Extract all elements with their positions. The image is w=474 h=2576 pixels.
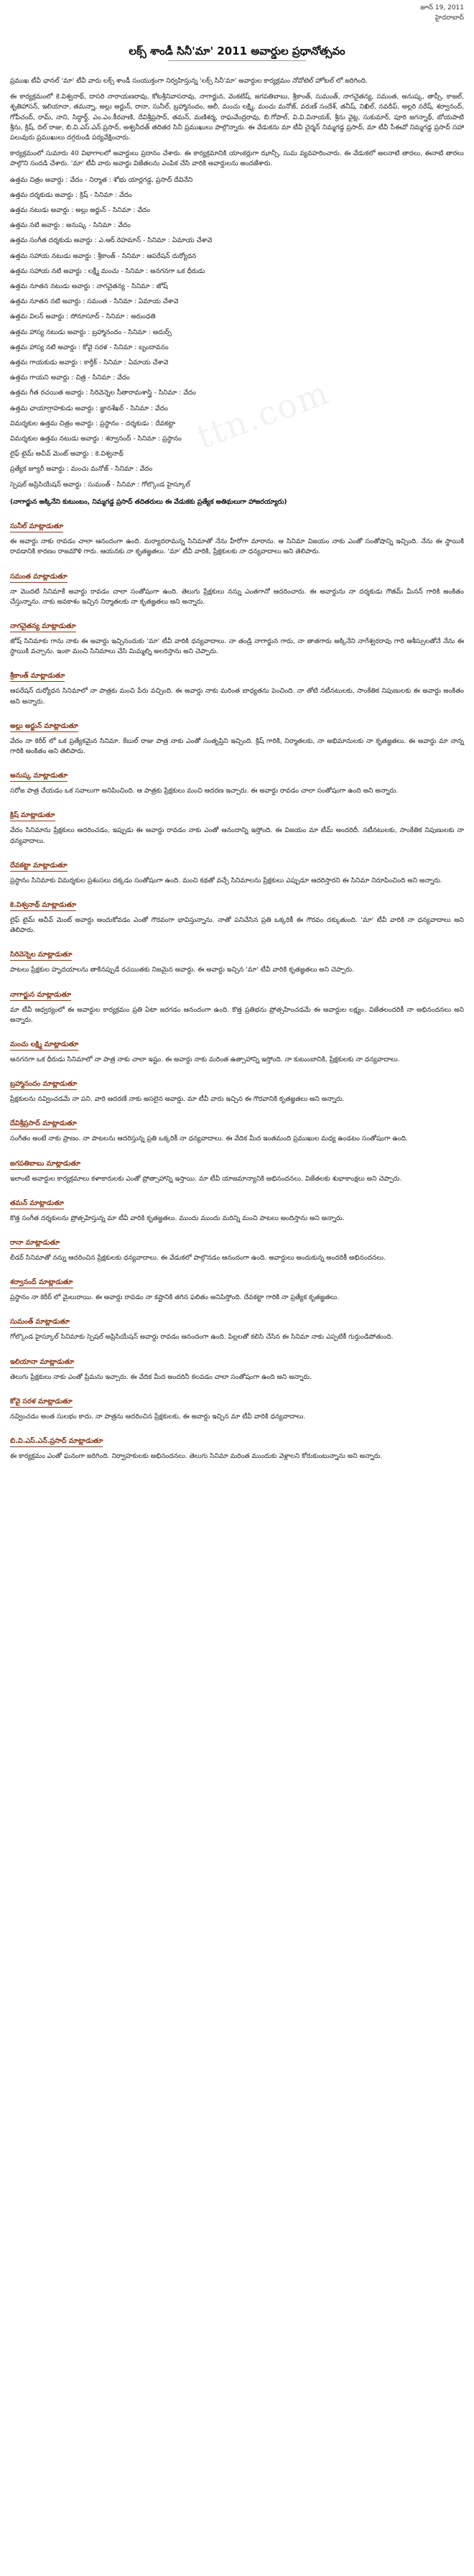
speech-section [10, 1035, 464, 1065]
award-item [10, 464, 464, 474]
date: జూన్ 19, 2011 [420, 4, 464, 11]
award-winner: నాగచైతన్య - సినిమా : జోష్ [96, 282, 168, 291]
intro-paragraph: ఈ కార్యక్రమంలో కె.విశ్వనాథ్, దాసరి నారాయణరావు, కోటశ్రీనివాసరావు, నాగార్జున, వెంకటేష్, జగపతిబాబు, శ్రీకాంత్, సుమంత్, నాగచైతన్య, సమంత, అనుష్క, తాప్సీ, కాజల్, శృతిహాసన్, ఇలియానా, తమన్నా, అల్లు అర్జున్, రానా, సునీల్, బ్రహ్మానందం, ఆలీ, మంచు లక్ష్మి, మంచు మనోజ్, వరుణ్ సందేశ్, తనీష్, నిఖిల్, నవదీప్, అల్లరి నరేష్, శర్వానంద్, గోపీచంద్, రామ్, నాని, సిద్ధార్థ్, ఎం.ఎం.కీరవాణి, దేవిశ్రీప్రసాద్, తమన్, మణిశర్మ, రాఘవేంద్రరావు, బి.గోపాల్, వి.వి.వినాయక్, శ్రీను వైట్ల, సుకుమార్, పూరి జగన్నాథ్, బోయపాటి శ్రీను, క్రిష్, దిల్ రాజు, బి.వి.ఎస్.ఎన్.ప్రసాద్, అశ్వనీదత్ తదితర సినీ ప్రముఖులు పాల్గొన్నారు. ఈ వేడుకను మా టీవీ చైర్మన్ నిమ్మగడ్డ ప్రసాద్, మా టీవీ సీఈవో నిమ్మగడ్డ ప్రసాద్ సహా పలువురు ప్రముఖులు దగ్గరుండి పర్యవేక్షించారు. [10, 93, 464, 142]
award-category: ఉత్తమ గాయని అవార్డు [10, 374, 70, 382]
award-category: ఉత్తమ నటి అవార్డు [10, 221, 60, 230]
notice: (నాగార్జున అక్కినేని కుటుంబం, నిమ్మగడ్డ ప్రసాద్ తదితరులు ఈ వేడుకకు ప్రత్యేక అతిథులుగా హాజరయ్యారు) [10, 497, 287, 506]
award-item [10, 221, 464, 231]
award-category: స్పెషల్ అప్రిసియేషన్ అవార్డు [10, 480, 82, 489]
award-category: ఉత్తమ హాస్య నటుడు అవార్డు [10, 328, 86, 336]
award-category: ఉత్తమ విలన్ అవార్డు [10, 313, 65, 321]
award-winner: కె.విశ్వనాథ్ [95, 450, 124, 458]
intro-paragraph: ప్రముఖ టీవీ ఛానల్ 'మా' టీవీ వారు లక్స్ శాండీ సంయుక్తంగా నిర్వహిస్తున్న 'లక్స్ సినీ'మా' అవార్డుల కార్యక్రమం నోవోటెల్ హోటల్ లో జరిగింది. [10, 77, 368, 85]
headline: లక్స్ శాండీ సినీ'మా' 2011 అవార్డుల ప్రధానోత్సవం [129, 45, 345, 57]
award-category: ఉత్తమ సహాయ నటుడు అవార్డు [10, 251, 92, 260]
award-winner: సిరివెన్నెల సీతారామశాస్త్రి - సినిమా : వేదం [90, 389, 196, 397]
award-item [10, 449, 464, 459]
intro [10, 76, 464, 170]
speech-section [10, 568, 464, 607]
section-heading: శ్రీకాంత్ మాట్లాడుతూ [10, 671, 65, 682]
award-item [10, 206, 464, 216]
award-winner: చిత్ర - సినిమా : వేదం [75, 374, 130, 382]
award-winner: మంచు మనోజ్ - సినిమా : వేదం [70, 465, 153, 474]
section-heading: శర్వానంద్ మాట్లాడుతూ [10, 1278, 73, 1288]
award-item [10, 419, 464, 429]
award-category: ఉత్తమ చిత్రం అవార్డు [10, 175, 64, 184]
award-separator: : [93, 419, 100, 428]
award-winner: సుమంత్ - సినిమా : గోల్కొండ హైస్కూల్ [88, 480, 190, 489]
award-category: ఉత్తమ హాస్య నటి అవార్డు [10, 343, 77, 351]
award-winner: శర్వానంద్ - సినిమా : ప్రస్థానం [105, 435, 182, 443]
award-separator: : [69, 206, 76, 215]
section-text: అనగనగా ఒక ధీరుడు సినిమాలో నా పాత్ర నాకు చాలా ఇష్టం. ఈ అవార్డు నాకు మరింత ఉత్సాహాన్ని ఇస్తోంది. నా కుటుంబానికి, ప్రేక్షకులకు నా ధన్యవాదాలు. [10, 1055, 400, 1063]
section-text: ఆపరేషన్ దుర్యోధన సినిమాలో నా పాత్రకు మంచి పేరు వచ్చింది. ఈ అవార్డు నాకు మరింత బాధ్యతను పెంచింది. నా తోటి నటీనటులకు, సాంకేతిక నిపుణులకు ఈ అవార్డు అంకితం అని అన్నారు. [10, 687, 464, 706]
speech-section [10, 1075, 464, 1104]
section-text: లైఫ్ టైమ్ అచీవ్ మెంట్ అవార్డు అందుకోవడం ఎంతో గౌరవంగా భావిస్తున్నాను. నాతో పనిచేసిన ప్రతి ఒక్కరికీ ఈ గౌరవం దక్కుతుంది. 'మా' టీవీ వారికి నా ధన్యవాదాలు అని తెలిపారు. [10, 915, 464, 935]
speech-sections [10, 517, 464, 1462]
section-heading: క్రిష్ మాట్లాడుతూ [10, 811, 55, 821]
award-item [10, 312, 464, 322]
section-text: తెలుగు ప్రేక్షకులు నాకు ఎంతో ప్రేమను ఇచ్చారు. ఈ వేదిక మీద అందరినీ కలవడం చాలా సంతోషంగా ఉంది అని అన్నారు. [10, 1372, 312, 1381]
award-separator: : [64, 465, 71, 474]
award-separator: : [77, 359, 84, 367]
award-separator: : [98, 435, 106, 443]
award-separator: : [85, 328, 93, 336]
award-category: విమర్శకుల ఉత్తమ చిత్రం అవార్డు [10, 419, 94, 428]
award-winner: శ్రీకాంత్ - సినిమా : ఆపరేషన్ దుర్యోధన [97, 251, 197, 260]
award-winner: జ్ఞానశేఖర్ - సినిమా : వేదం [100, 404, 168, 412]
section-heading: బి.వి.ఎస్.ఎన్.ప్రసాద్ మాట్లాడుతూ [10, 1436, 103, 1447]
section-text: నవ్వించడం అంత సులభం కాదు. నా పాత్రను ఆదరించిన ప్రేక్షకులకు, ఈ అవార్డు ఇచ్చిన మా టీవీ వారికి ధన్యవాదాలు. [10, 1412, 306, 1421]
city: హైదరాబాద్ [434, 14, 464, 22]
headline-rule [168, 60, 306, 61]
section-text: ఈ అవార్డు నాకు రావడం చాలా ఆనందంగా ఉంది. మర్యాదరామన్న సినిమాతో నేను హీరోగా మారాను. ఆ సినిమా విజయం నాకు ఎంతో సంతోషాన్ని ఇచ్చింది. నేను ఈ స్థాయికి రావడానికి కారణం రాజమౌళి గారు. ఆయనకు నా కృతజ్ఞతలు. 'మా' టీవీ వారికి, ప్రేక్షకులకు నా ధన్యవాదాలు అని తెలిపారు. [10, 537, 464, 556]
section-text: కొత్త సంగీత దర్శకులను ప్రోత్సహిస్తున్న మా టీవీ వారికి కృతజ్ఞతలు. ముందు ముందు మరిన్ని మంచి పాటలు అందిస్తాను అని అన్నారు. [10, 1214, 345, 1222]
award-separator: : [73, 190, 80, 199]
award-separator: : [63, 175, 70, 184]
award-winner: వేదం - నిర్మాత : శోభు యార్లగడ్డ, ప్రసాద్ దేవినేని [70, 175, 193, 184]
section-heading: అల్లు అర్జున్ మాట్లాడుతూ [10, 721, 78, 732]
award-category: ఉత్తమ ఛాయాగ్రాహకుడు అవార్డు [10, 404, 94, 412]
award-item [10, 343, 464, 353]
speech-section [10, 946, 464, 975]
speech-section [10, 617, 464, 657]
award-item [10, 251, 464, 262]
award-category: ఉత్తమ దర్శకుడు అవార్డు [10, 190, 73, 199]
award-separator: : [81, 267, 88, 275]
award-separator: : [88, 450, 96, 458]
award-category: ఉత్తమ నూతన నటుడు అవార్డు [10, 282, 90, 291]
award-category: లైఫ్ టైమ్ అచీవ్ మెంట్ అవార్డు [10, 450, 89, 458]
speech-section [10, 1114, 464, 1144]
speech-section [10, 1273, 464, 1303]
speech-section [10, 717, 464, 757]
speech-section [10, 1353, 464, 1382]
section-text: వేదం నా కెరీర్ లో ఒక ప్రత్యేకమైన సినిమా. కేబుల్ రాజు పాత్ర నాకు ఎంతో సంతృప్తిని ఇచ్చింది. క్రిష్ గారికి, నిర్మాతలకు, నా అభిమానులకు నా కృతజ్ఞతలు. ఈ అవార్డు మా నాన్న గారికి అంకితం అని తెలిపారు. [10, 737, 464, 755]
award-list [10, 175, 464, 490]
award-separator: : [60, 221, 67, 230]
award-category: ప్రత్యేక జ్యూరీ అవార్డు [10, 465, 65, 474]
award-item [10, 282, 464, 292]
speech-section [10, 767, 464, 796]
award-item [10, 480, 464, 490]
award-category: ఉత్తమ సహాయ నటి అవార్డు [10, 267, 82, 275]
speech-section [10, 517, 464, 557]
award-separator: : [64, 313, 71, 321]
section-heading: దేవకట్టా మాట్లాడుతూ [10, 861, 68, 872]
section-text: వేదం సినిమాను ప్రేక్షకులు ఆదరించడం, ఇప్పుడు ఈ అవార్డు రావడం నాకు ఎంతో ఆనందాన్ని ఇస్తోంది. ఈ విజయం మా టీమ్ అందరిదీ. నటీనటులకు, సాంకేతిక నిపుణులకు నా ధన్యవాదాలు. [10, 826, 464, 845]
award-winner: లక్ష్మీ మంచు - సినిమా : అనగనగా ఒక ధీరుడు [88, 267, 205, 275]
award-category: ఉత్తమ సంగీత దర్శకుడు అవార్డు [10, 236, 93, 245]
section-heading: నాగార్జున మాట్లాడుతూ [10, 990, 71, 1001]
section-heading: అనుష్క మాట్లాడుతూ [10, 771, 68, 782]
section-text: ప్రస్థానం సినిమాకు విమర్శకుల ప్రశంసలు దక్కడం సంతోషంగా ఉంది. మంచి కథతో వచ్చే సినిమాలను ప్రేక్షకులు ఎప్పుడూ ఆదరిస్తారని ఈ సినిమా నిరూపించింది అని అన్నారు. [10, 876, 442, 885]
award-category: విమర్శకుల ఉత్తమ నటుడు అవార్డు [10, 435, 99, 443]
award-separator: : [90, 282, 97, 291]
speech-section [10, 1313, 464, 1342]
section-text: జోష్ సినిమాకు గాను నాకు ఈ అవార్డు ఇచ్చినందుకు 'మా' టీవీ వారికి ధన్యవాదాలు. నా తండ్రి నాగార్జున గారు, నా తాతగారు అక్కినేని నాగేశ్వరరావు గారి ఆశీస్సులతోనే నేను ఈ స్థాయికి వచ్చాను. ఇంకా మంచి సినిమాలు చేసి మిమ్మల్ని అలరిస్తాను అని చెప్పారు. [10, 637, 464, 656]
speech-section [10, 806, 464, 846]
section-heading: ఇలియానా మాట్లాడుతూ [10, 1357, 74, 1368]
speech-section [10, 896, 464, 936]
award-winner: అల్లు అర్జున్ - సినిమా : వేదం [75, 206, 151, 215]
section-heading: సునీల్ మాట్లాడుతూ [10, 522, 63, 532]
award-item [10, 358, 464, 368]
speech-section [10, 986, 464, 1025]
dateline [420, 3, 464, 23]
section-text: నా మొదటి సినిమాకే అవార్డు రావడం చాలా సంతోషంగా ఉంది. తెలుగు ప్రేక్షకులు నన్ను ఎంతగానో ఆదరించారు. ఈ అవార్డును నా దర్శకుడు గౌతమ్ మీనన్ గారికి అంకితం చేస్తున్నాను. నాకు అవకాశం ఇచ్చిన నిర్మాతలకు నా కృతజ్ఞతలు అని అన్నారు. [10, 587, 464, 606]
award-separator: : [83, 389, 90, 397]
award-item [10, 404, 464, 414]
award-item [10, 267, 464, 277]
award-separator: : [93, 404, 101, 412]
award-item [10, 328, 464, 338]
intro-paragraph: కార్యక్రమంలో సుమారు 40 విభాగాలలో అవార్డులు ప్రదానం చేశారు. ఈ కార్యక్రమానికి యాంకర్లుగా ఝాన్సీ, సుమ వ్యవహరించారు. ఈ వేడుకలో అలనాటి తారలు, ఈనాటి తారలు పాల్గొని సందడి చేశారు. 'మా' టీవీ వారు అవార్డు విజేతలను ఎంపిక చేసి వారికి అవార్డులను అందజేశారు. [10, 149, 464, 168]
section-text: గోల్కొండ హైస్కూల్ సినిమాకు స్పెషల్ అప్రిసియేషన్ అవార్డు రావడం ఆనందంగా ఉంది. పిల్లలతో కలిసి చేసిన ఈ సినిమా నాకు ఎప్పటికీ గుర్తుండిపోతుంది. [10, 1333, 394, 1342]
section-text: మా టీవీ ఆధ్వర్యంలో ఈ అవార్డుల కార్యక్రమం ప్రతి ఏటా జరగడం ఆనందంగా ఉంది. కొత్త ప్రతిభను ప్రోత్సహించడమే ఈ అవార్డుల లక్ష్యం. విజేతలందరికీ నా అభినందనలు అని అన్నారు. [10, 1005, 464, 1024]
speech-section [10, 857, 464, 886]
award-separator: : [81, 480, 88, 489]
award-item [10, 388, 464, 398]
speech-section [10, 1234, 464, 1263]
section-heading: సిరివెన్నెల మాట్లాడుతూ [10, 950, 72, 961]
speech-section [10, 1194, 464, 1224]
award-winner: అనుష్క - సినిమా : వేదం [66, 221, 131, 230]
award-category: ఉత్తమ గీత రచయిత అవార్డు [10, 389, 84, 397]
section-heading: కె.విశ్వనాథ్ మాట్లాడుతూ [10, 900, 76, 911]
section-text: సరోజ పాత్ర చేయడం ఒక సవాలుగా అనిపించింది. ఆ పాత్రకు ప్రేక్షకులు మంచి ఆదరణ ఇచ్చారు. ఈ అవార్డు రావడం చాలా సంతోషంగా ఉంది అని అన్నారు. [10, 787, 399, 795]
award-winner: కార్తీక్ - సినిమా : ఏమాయ చేశావె [83, 359, 169, 367]
section-heading: మంచు లక్ష్మి మాట్లాడుతూ [10, 1040, 78, 1051]
award-separator: : [69, 374, 76, 382]
speech-section [10, 1393, 464, 1422]
section-text: పాటలు ప్రేక్షకుల హృదయాలను తాకినప్పుడే రచయితకు నిజమైన అవార్డు. ఈ అవార్డు ఇచ్చిన 'మా' టీవీ వారికి కృతజ్ఞతలు అని చెప్పారు. [10, 966, 354, 974]
section-text: సంగీతం అంటే నాకు ప్రాణం. నా పాటలను ఆదరిస్తున్న ప్రతి ఒక్కరికీ నా ధన్యవాదాలు. ఈ వేదిక మీద ఇంతమంది ప్రముఖుల మధ్య ఉండటం సంతోషంగా ఉంది. [10, 1135, 408, 1143]
award-separator: : [76, 343, 83, 351]
section-heading: సమంత మాట్లాడుతూ [10, 572, 68, 583]
section-text: ప్రేక్షకులను నవ్వించడమే నా పని. వారి ఆదరణే నాకు అసలైన అవార్డు. మా టీవీ వారు ఇచ్చిన ఈ గౌరవానికి కృతజ్ఞతలు అని అన్నారు. [10, 1095, 345, 1104]
award-separator: : [92, 236, 99, 245]
award-winner: సమంత - సినిమా : ఏమాయ చేశావె [87, 297, 179, 306]
award-category: ఉత్తమ గాయకుడు అవార్డు [10, 359, 78, 367]
award-item [10, 373, 464, 383]
section-heading: తమన్ మాట్లాడుతూ [10, 1199, 64, 1209]
award-category: ఉత్తమ నటుడు అవార్డు [10, 206, 70, 215]
watermark: ttn.com [191, 372, 335, 457]
award-winner: సోనూసూద్ - సినిమా : అరుంధతి [70, 313, 156, 321]
award-winner: ప్రస్థానం - దర్శకుడు : దేవకట్టా [100, 419, 176, 428]
section-text: లీడర్ సినిమాతో నన్ను ఆదరించిన ప్రేక్షకులకు ధన్యవాదాలు. ఈ వేడుకలో పాల్గొనడం ఆనందంగా ఉంది. అవార్డులు అందుకున్న అందరికీ అభినందనలు. [10, 1253, 386, 1262]
section-heading: బ్రహ్మానందం మాట్లాడుతూ [10, 1079, 77, 1090]
award-item [10, 236, 464, 246]
award-item [10, 434, 464, 444]
section-text: ఇలాంటి అవార్డుల కార్యక్రమాలు కళాకారులకు ఎంతో ప్రోత్సాహాన్ని ఇస్తాయి. మా టీవీ యాజమాన్యానికి అభినందనలు. విజేతలకు శుభాకాంక్షలు అని చెప్పారు. [10, 1174, 402, 1183]
award-winner: క్రిష్ - సినిమా : వేదం [79, 190, 132, 199]
section-heading: నాగచైతన్య మాట్లాడుతూ [10, 622, 76, 632]
award-item [10, 190, 464, 200]
section-heading: దేవిశ్రీప్రసాద్ మాట్లాడుతూ [10, 1119, 77, 1130]
section-heading: కోవై సరళ మాట్లాడుతూ [10, 1397, 73, 1408]
section-heading: జగపతిబాబు మాట్లాడుతూ [10, 1159, 80, 1170]
section-heading: సుమంత్ మాట్లాడుతూ [10, 1317, 70, 1328]
speech-section [10, 1432, 464, 1462]
speech-section [10, 1155, 464, 1184]
award-winner: కోవై సరళ - సినిమా : బృందావనం [83, 343, 169, 351]
section-heading: రానా మాట్లాడుతూ [10, 1238, 60, 1249]
article-body [10, 76, 464, 1462]
award-item [10, 297, 464, 307]
award-winner: బ్రహ్మానందం - సినిమా : అదుర్స్ [92, 328, 172, 336]
award-category: ఉత్తమ నూతన నటి అవార్డు [10, 297, 81, 306]
speech-section [10, 667, 464, 706]
award-separator: : [91, 251, 98, 260]
award-separator: : [80, 297, 88, 306]
award-item [10, 175, 464, 185]
section-text: ఈ కార్యక్రమం ఎంతో ఘనంగా జరిగింది. నిర్వాహకులకు అభినందనలు. తెలుగు సినిమా మరింత ముందుకు వెళ్లాలని కోరుకుంటున్నాను అని అన్నారు. [10, 1451, 383, 1460]
award-winner: ఎ.ఆర్.రెహమాన్ - సినిమా : ఏమాయ చేశావె [98, 236, 213, 245]
section-text: ప్రస్థానం నా కెరీర్ లో మైలురాయి. ఈ అవార్డు రావడం నా కష్టానికి తగిన ఫలితం అనిపిస్తోంది. దేవకట్టా గారికి నా ప్రత్యేక కృతజ్ఞతలు. [10, 1293, 340, 1302]
